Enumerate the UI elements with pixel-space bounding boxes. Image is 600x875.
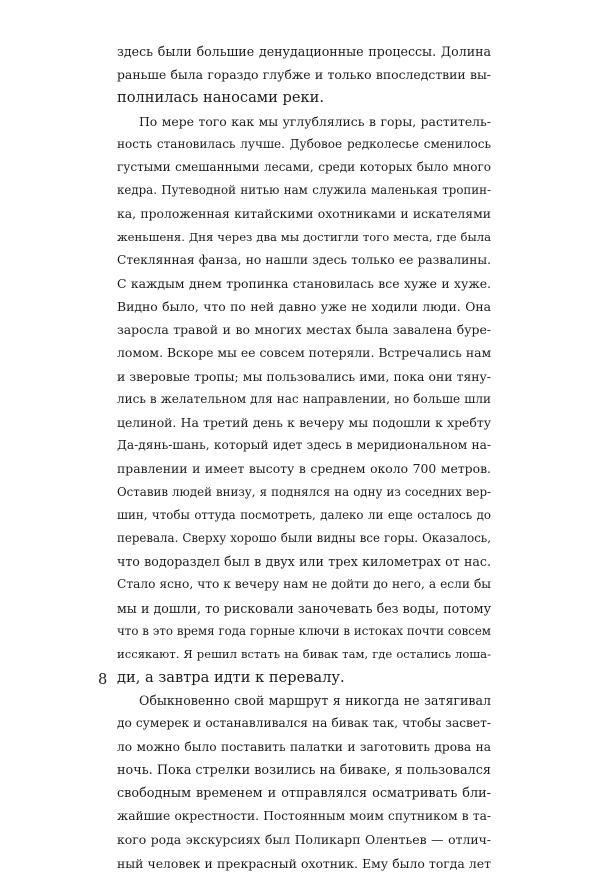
text-line: мы и дошли, то рисковали заночевать без воды, потому bbox=[117, 600, 491, 616]
text-line: Оставив людей внизу, я поднялся на одну из соседних вер- bbox=[117, 484, 491, 499]
text-line: ломом. Вскоре мы ее совсем потеряли. Встречались нам bbox=[117, 345, 491, 361]
text-line: ка, проложенная китайскими охотниками и искателями bbox=[117, 206, 491, 222]
text-line: лись в желательном для нас направлении, но больше шли bbox=[117, 391, 491, 406]
text-line: Стеклянная фанза, но нашли здесь только ее развалины. bbox=[117, 252, 491, 267]
text-line: По мере того как мы углублялись в горы, раститель- bbox=[139, 113, 491, 129]
text-line: Видно было, что по ней давно уже не ходили люди. Она bbox=[117, 299, 491, 315]
text-line: шин, чтобы оттуда посмотреть, далеко ли еще осталось до bbox=[117, 507, 491, 522]
text-line: кедра. Путеводной нитью нам служила маленькая тропин- bbox=[117, 183, 491, 198]
text-line: целиной. На третий день к вечеру мы подошли к хребту bbox=[117, 415, 491, 430]
text-line: что водораздел был в двух или трех километрах от нас. bbox=[117, 554, 491, 570]
text-line: здесь были большие денудационные процессы. Долина bbox=[117, 44, 491, 59]
text-line: заросла травой и во многих местах была завалена буре- bbox=[117, 322, 491, 338]
text-line: иссякают. Я решил встать на бивак там, где остались лоша- bbox=[117, 646, 491, 661]
text-line: полнилась наносами реки. bbox=[117, 89, 324, 107]
text-line: ло можно было поставить палатки и заготовить дрова на bbox=[117, 739, 491, 754]
text-line: и зверовые тропы; мы пользовались ими, пока они тяну- bbox=[117, 368, 491, 384]
text-line: ночь. Пока стрелки возились на биваке, я пользовался bbox=[117, 762, 491, 778]
text-line: правлении и имеет высоту в среднем около 700 метров. bbox=[117, 461, 491, 477]
text-line: жайшие окрестности. Постоянным моим спутником в та- bbox=[117, 809, 491, 824]
text-line: Да-дянь-шань, который идет здесь в меридиональном на- bbox=[117, 438, 491, 453]
text-line: ность становилась лучше. Дубовое редколесье сменилось bbox=[117, 136, 491, 151]
text-line: Стало ясно, что к вечеру нам не дойти до него, а если бы bbox=[117, 577, 491, 592]
text-line: С каждым днем тропинка становилась все хуже и хуже. bbox=[117, 275, 491, 291]
text-line: что в это время года горные ключи в истоках почти совсем bbox=[117, 623, 491, 638]
text-line: кого рода экскурсиях был Поликарп Олентьев — отлич- bbox=[117, 832, 491, 848]
text-line: женьшеня. Дня через два мы достигли того места, где была bbox=[117, 229, 491, 244]
text-line: перевала. Сверху хорошо были видны все горы. Оказалось, bbox=[117, 530, 491, 545]
text-line: Обыкновенно свой маршрут я никогда не затягивал bbox=[139, 693, 491, 709]
text-line: ди, а завтра идти к перевалу. bbox=[117, 669, 345, 687]
text-line: ный человек и прекрасный охотник. Ему было тогда лет bbox=[117, 855, 491, 871]
text-line: раньше была гораздо глубже и только впоследствии вы- bbox=[117, 67, 491, 83]
text-line: до сумерек и останавливался на бивак так, чтобы засвет- bbox=[117, 716, 491, 731]
page-number: 8 bbox=[98, 671, 108, 688]
text-line: густыми смешанными лесами, среди которых было много bbox=[117, 159, 491, 174]
text-line: свободным временем и отправлялся осматривать бли- bbox=[117, 786, 491, 801]
